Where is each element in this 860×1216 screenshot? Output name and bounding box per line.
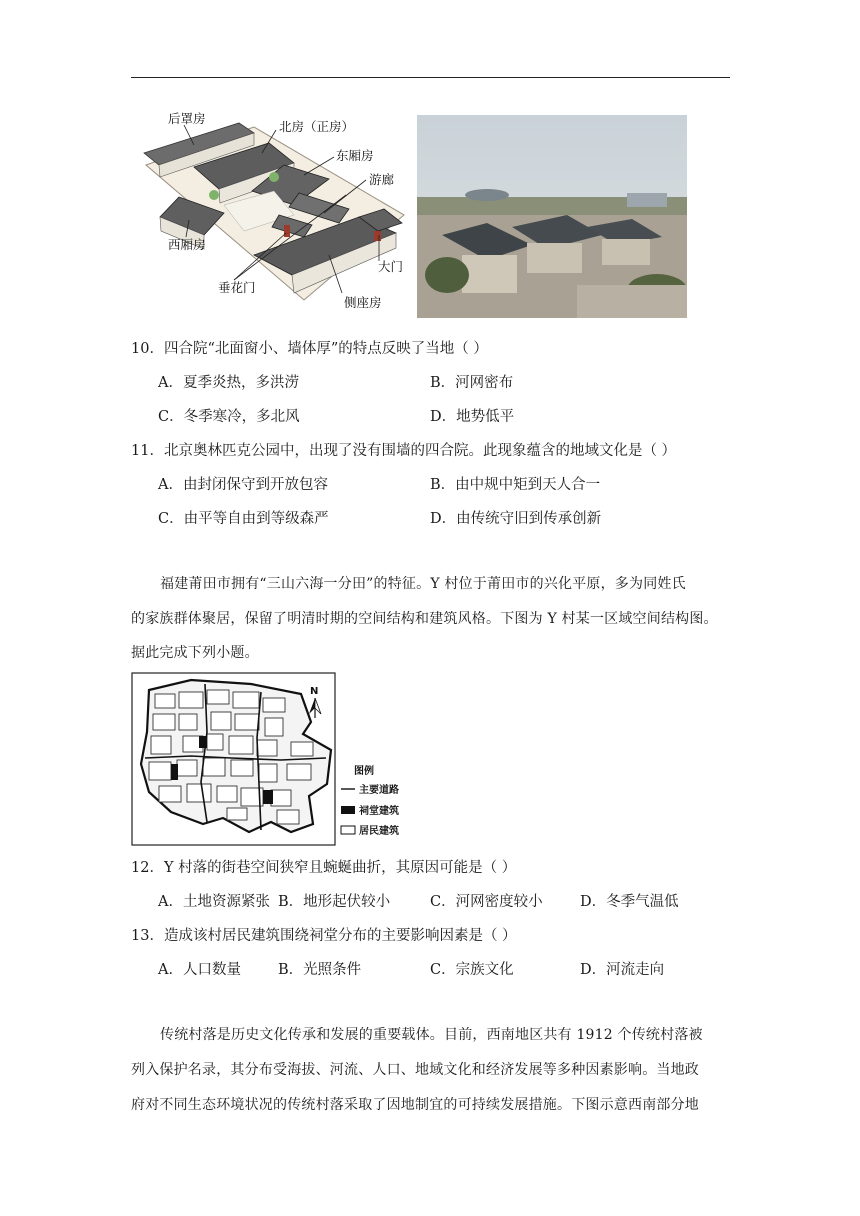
q11-option-b[interactable]: B．由中规中矩到天人合一 (430, 477, 601, 493)
legend-road: 主要道路 (359, 785, 399, 796)
siheyuan-photo (417, 115, 687, 318)
q13-stem: 13．造成该村居民建筑围绕祠堂分布的主要影响因素是（ ） (131, 928, 517, 944)
q10-option-b[interactable]: B．河网密布 (430, 375, 514, 391)
q13-option-a[interactable]: A．人口数量 (158, 962, 241, 978)
q13-option-c[interactable]: C．宗族文化 (430, 962, 514, 978)
legend-residential: 居民建筑 (359, 826, 399, 837)
q10-option-a[interactable]: A．夏季炎热，多洪涝 (158, 375, 299, 391)
passage2-line3: 据此完成下列小题。 (131, 645, 259, 661)
legend-ancestral-swatch (341, 806, 355, 814)
q13-option-b[interactable]: B．光照条件 (278, 962, 362, 978)
passage3-line2: 列入保护名录，其分布受海拔、河流、人口、地域文化和经济发展等多种因素影响。当地政 (131, 1062, 699, 1078)
q11-stem: 11．北京奥林匹克公园中，出现了没有围墙的四合院。此现象蕴含的地域文化是（ ） (131, 443, 677, 459)
label-back-house: 后罩房 (168, 111, 206, 126)
passage2-line2: 的家族群体聚居，保留了明清时期的空间结构和建筑风格。下图为 Y 村某一区域空间结构图。 (131, 611, 718, 627)
q10-option-c[interactable]: C．冬季寒冷，多北风 (158, 409, 300, 425)
q12-option-c[interactable]: C．河网密度较小 (430, 894, 543, 910)
q13-option-d[interactable]: D．河流走向 (580, 962, 665, 978)
q12-option-d[interactable]: D．冬季气温低 (580, 894, 679, 910)
passage2-line1: 福建莆田市拥有“三山六海一分田”的特征。Y 村位于莆田市的兴化平原，多为同姓氏 (160, 576, 686, 592)
label-east-wing: 东厢房 (336, 148, 374, 163)
label-side-house: 侧座房 (344, 295, 382, 310)
q11-option-d[interactable]: D．由传统守旧到传承创新 (430, 511, 602, 527)
village-map (131, 672, 421, 848)
legend-ancestral: 祠堂建筑 (359, 806, 399, 817)
label-west-wing: 西厢房 (168, 237, 206, 252)
q12-option-b[interactable]: B．地形起伏较小 (278, 894, 391, 910)
label-north-house: 北房（正房） (279, 119, 355, 134)
legend-residential-swatch (341, 826, 355, 834)
legend-title: 图例 (354, 766, 374, 777)
siheyuan-diagram (134, 105, 410, 320)
q11-option-c[interactable]: C．由平等自由到等级森严 (158, 511, 329, 527)
q10-stem: 10．四合院“北面窗小、墙体厚”的特点反映了当地（ ） (131, 341, 488, 357)
header-rule (131, 77, 730, 78)
q10-option-d[interactable]: D．地势低平 (430, 409, 515, 425)
q11-option-a[interactable]: A．由封闭保守到开放包容 (158, 477, 328, 493)
passage3-line1: 传统村落是历史文化传承和发展的重要载体。目前，西南地区共有 1912 个传统村落被 (160, 1027, 703, 1043)
label-flower-gate: 垂花门 (218, 280, 256, 295)
label-main-gate: 大门 (378, 259, 404, 274)
q12-stem: 12．Y 村落的街巷空间狭窄且蜿蜒曲折，其原因可能是（ ） (131, 860, 517, 876)
q12-option-a[interactable]: A．土地资源紧张 (158, 894, 270, 910)
label-corridor: 游廊 (369, 172, 395, 187)
north-label: N (310, 686, 319, 697)
passage3-line3: 府对不同生态环境状况的传统村落采取了因地制宜的可持续发展措施。下图示意西南部分地 (131, 1097, 699, 1113)
